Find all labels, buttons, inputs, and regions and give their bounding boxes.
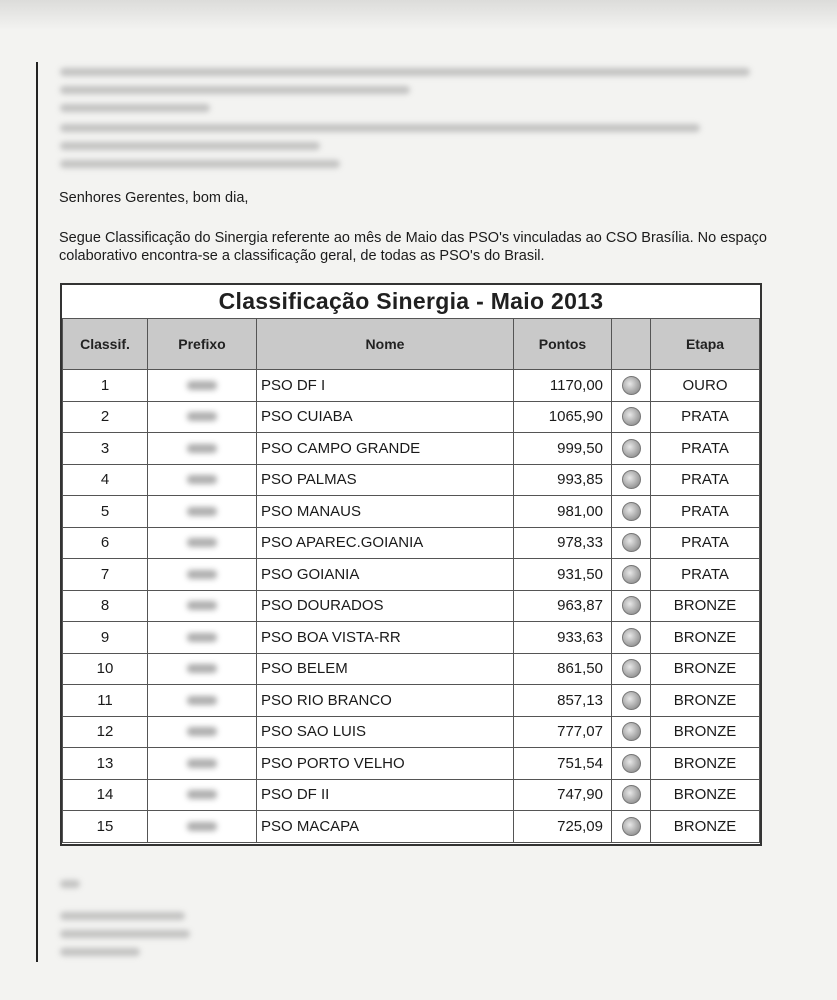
medal-cell (612, 811, 651, 843)
scan-edge (0, 0, 837, 30)
table-row (63, 685, 760, 717)
medal-cell (612, 464, 651, 496)
points-cell: 978,33 (514, 527, 612, 559)
name-cell: PSO MACAPA (257, 811, 514, 843)
redacted-prefix (187, 759, 217, 768)
ranking-table-container (60, 283, 762, 846)
prefix-cell-redacted (148, 622, 257, 654)
redacted-prefix (187, 790, 217, 799)
rank-cell: 14 (63, 779, 148, 811)
name-cell: PSO PORTO VELHO (257, 748, 514, 780)
stage-cell: PRATA (651, 464, 760, 496)
table-row (63, 653, 760, 685)
redacted-line (60, 160, 340, 168)
stage-cell: BRONZE (651, 590, 760, 622)
stage-cell: BRONZE (651, 811, 760, 843)
points-cell: 725,09 (514, 811, 612, 843)
medal-icon (622, 754, 641, 773)
rank-cell: 10 (63, 653, 148, 685)
rank-cell: 12 (63, 716, 148, 748)
medal-icon (622, 659, 641, 678)
points-cell: 777,07 (514, 716, 612, 748)
medal-cell (612, 685, 651, 717)
redacted-line (60, 880, 80, 888)
redacted-prefix (187, 412, 217, 421)
medal-icon (622, 817, 641, 836)
redacted-line (60, 68, 750, 76)
redacted-line (60, 86, 410, 94)
stage-cell: PRATA (651, 559, 760, 591)
medal-icon (622, 502, 641, 521)
table-row (63, 401, 760, 433)
intro-paragraph: Segue Classificação do Sinergia referente ao mês de Maio das PSO's vinculadas ao CSO Brasília. No espaço colaborativo encontra-se a classificação geral, de todas as PSO's do Brasil. (59, 230, 768, 264)
medal-cell (612, 559, 651, 591)
medal-icon (622, 376, 641, 395)
table-row (63, 811, 760, 843)
rank-cell: 11 (63, 685, 148, 717)
header-name: Nome (257, 319, 514, 370)
header-points: Pontos (514, 319, 612, 370)
redacted-prefix (187, 664, 217, 673)
stage-cell: PRATA (651, 496, 760, 528)
prefix-cell-redacted (148, 811, 257, 843)
prefix-cell-redacted (148, 401, 257, 433)
prefix-cell-redacted (148, 433, 257, 465)
name-cell: PSO DF I (257, 370, 514, 402)
prefix-cell-redacted (148, 590, 257, 622)
name-cell: PSO BELEM (257, 653, 514, 685)
name-cell: PSO CAMPO GRANDE (257, 433, 514, 465)
name-cell: PSO RIO BRANCO (257, 685, 514, 717)
prefix-cell-redacted (148, 748, 257, 780)
medal-cell (612, 527, 651, 559)
medal-cell (612, 748, 651, 780)
prefix-cell-redacted (148, 464, 257, 496)
medal-cell (612, 622, 651, 654)
table-row (63, 464, 760, 496)
table-row (63, 527, 760, 559)
redacted-prefix (187, 381, 217, 390)
stage-cell: BRONZE (651, 622, 760, 654)
points-cell: 999,50 (514, 433, 612, 465)
header-rank: Classif. (63, 319, 148, 370)
rank-cell: 6 (63, 527, 148, 559)
name-cell: PSO MANAUS (257, 496, 514, 528)
redacted-prefix (187, 822, 217, 831)
name-cell: PSO PALMAS (257, 464, 514, 496)
name-cell: PSO BOA VISTA-RR (257, 622, 514, 654)
name-cell: PSO DOURADOS (257, 590, 514, 622)
table-row (63, 496, 760, 528)
redacted-prefix (187, 601, 217, 610)
table-row (63, 590, 760, 622)
stage-cell: PRATA (651, 433, 760, 465)
prefix-cell-redacted (148, 559, 257, 591)
medal-cell (612, 653, 651, 685)
table-row (63, 559, 760, 591)
name-cell: PSO CUIABA (257, 401, 514, 433)
rank-cell: 5 (63, 496, 148, 528)
points-cell: 981,00 (514, 496, 612, 528)
redacted-prefix (187, 696, 217, 705)
medal-icon (622, 533, 641, 552)
rank-cell: 13 (63, 748, 148, 780)
name-cell: PSO APAREC.GOIANIA (257, 527, 514, 559)
table-header-row (63, 319, 760, 370)
rank-cell: 3 (63, 433, 148, 465)
medal-icon (622, 596, 641, 615)
name-cell: PSO SAO LUIS (257, 716, 514, 748)
stage-cell: BRONZE (651, 685, 760, 717)
points-cell: 993,85 (514, 464, 612, 496)
prefix-cell-redacted (148, 370, 257, 402)
stage-cell: PRATA (651, 527, 760, 559)
table-row (63, 433, 760, 465)
points-cell: 931,50 (514, 559, 612, 591)
header-medal (612, 319, 651, 370)
medal-icon (622, 407, 641, 426)
medal-icon (622, 785, 641, 804)
redacted-line (60, 142, 320, 150)
table-row (63, 622, 760, 654)
medal-icon (622, 439, 641, 458)
rank-cell: 1 (63, 370, 148, 402)
greeting-text: Senhores Gerentes, bom dia, (59, 190, 249, 206)
medal-icon (622, 470, 641, 489)
table-row (63, 779, 760, 811)
table-title: Classificação Sinergia - Maio 2013 (218, 288, 604, 314)
redacted-line (60, 930, 190, 938)
prefix-cell-redacted (148, 779, 257, 811)
stage-cell: BRONZE (651, 779, 760, 811)
medal-icon (622, 628, 641, 647)
stage-cell: PRATA (651, 401, 760, 433)
points-cell: 1170,00 (514, 370, 612, 402)
redacted-prefix (187, 633, 217, 642)
medal-icon (622, 722, 641, 741)
stage-cell: BRONZE (651, 716, 760, 748)
medal-cell (612, 370, 651, 402)
redacted-line (60, 124, 700, 132)
redacted-prefix (187, 570, 217, 579)
table-row (63, 716, 760, 748)
medal-cell (612, 716, 651, 748)
medal-cell (612, 779, 651, 811)
rank-cell: 9 (63, 622, 148, 654)
rank-cell: 4 (63, 464, 148, 496)
header-stage: Etapa (651, 319, 760, 370)
redacted-prefix (187, 727, 217, 736)
points-cell: 963,87 (514, 590, 612, 622)
ranking-table (62, 318, 760, 843)
prefix-cell-redacted (148, 716, 257, 748)
medal-cell (612, 496, 651, 528)
quote-rule (36, 62, 38, 962)
medal-cell (612, 433, 651, 465)
stage-cell: OURO (651, 370, 760, 402)
medal-icon (622, 565, 641, 584)
name-cell: PSO GOIANIA (257, 559, 514, 591)
prefix-cell-redacted (148, 653, 257, 685)
prefix-cell-redacted (148, 527, 257, 559)
redacted-prefix (187, 538, 217, 547)
table-row (63, 748, 760, 780)
name-cell: PSO DF II (257, 779, 514, 811)
redacted-line (60, 104, 210, 112)
points-cell: 1065,90 (514, 401, 612, 433)
rank-cell: 7 (63, 559, 148, 591)
prefix-cell-redacted (148, 496, 257, 528)
header-prefix: Prefixo (148, 319, 257, 370)
medal-cell (612, 590, 651, 622)
rank-cell: 15 (63, 811, 148, 843)
points-cell: 751,54 (514, 748, 612, 780)
points-cell: 747,90 (514, 779, 612, 811)
table-row (63, 370, 760, 402)
stage-cell: BRONZE (651, 653, 760, 685)
rank-cell: 8 (63, 590, 148, 622)
points-cell: 861,50 (514, 653, 612, 685)
rank-cell: 2 (63, 401, 148, 433)
redacted-prefix (187, 475, 217, 484)
redacted-prefix (187, 444, 217, 453)
medal-cell (612, 401, 651, 433)
redacted-prefix (187, 507, 217, 516)
medal-icon (622, 691, 641, 710)
points-cell: 857,13 (514, 685, 612, 717)
prefix-cell-redacted (148, 685, 257, 717)
stage-cell: BRONZE (651, 748, 760, 780)
redacted-line (60, 948, 140, 956)
redacted-line (60, 912, 185, 920)
points-cell: 933,63 (514, 622, 612, 654)
